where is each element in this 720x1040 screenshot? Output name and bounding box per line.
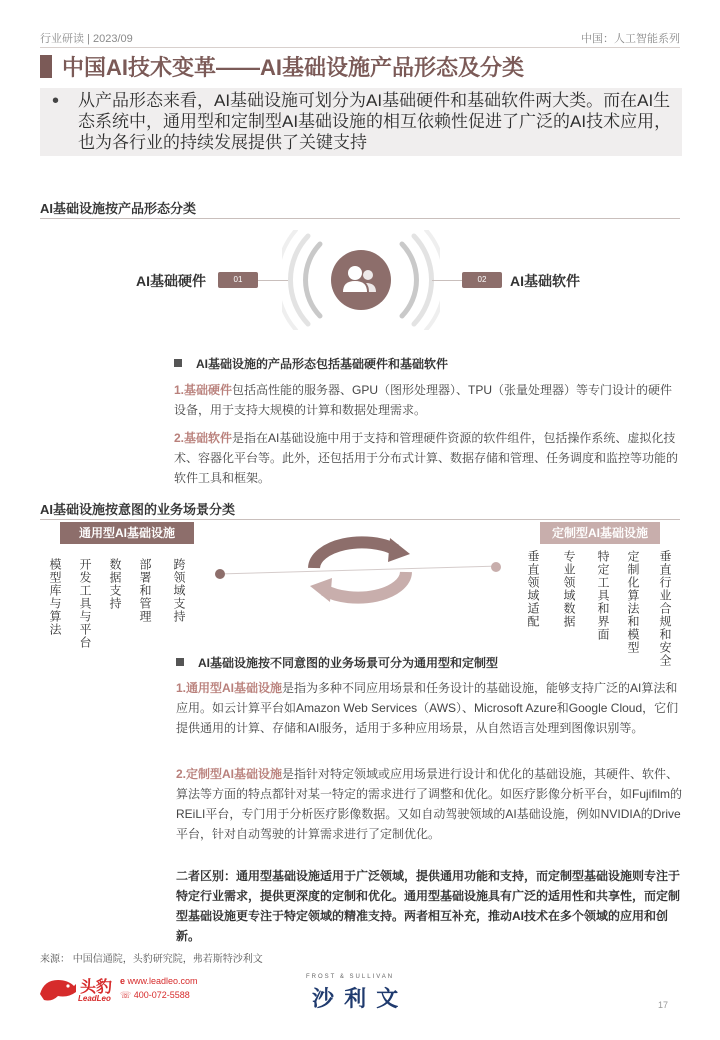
- software-label: AI基础软件: [510, 273, 580, 289]
- general-item-2: 开发工具与平台: [78, 558, 92, 649]
- hardware-number-badge: 01: [218, 272, 258, 288]
- general-infra-paragraph: 1.通用型AI基础设施是指为多种不同应用场景和任务设计的基础设施，能够支持广泛的AI算法和应用。如云计算平台如Amazon Web Services（AWS）、Microsoft Azure和Google Cloud，它们提供通用的计算、存储和AI服务，适用于多种应用场景，从自然语言处理到图像识别等。: [176, 681, 679, 735]
- leadleo-logo: [38, 972, 198, 1012]
- leopard-icon: [38, 974, 78, 1004]
- page-title: 中国AI技术变革——AI基础设施产品形态及分类: [62, 55, 525, 80]
- custom-infra-tag: 定制型AI基础设施: [540, 522, 660, 544]
- general-infra-tag: 通用型AI基础设施: [60, 522, 194, 544]
- product-bullet-heading: AI基础设施的产品形态包括基础硬件和基础软件: [174, 355, 448, 372]
- scene-bullet-heading: AI基础设施按不同意图的业务场景可分为通用型和定制型: [176, 654, 498, 671]
- title-accent-bar: [40, 55, 52, 78]
- page-number: 17: [657, 1000, 668, 1010]
- software-paragraph: 2.基础软件是指在AI基础设施中用于支持和管理硬件资源的软件组件，包括操作系统、虚拟化技术、容器化平台等。此外，还包括用于分布式计算、数据存储和管理、任务调度和监控等功能的软件工具和框架。: [174, 431, 679, 485]
- summary-box: [40, 88, 682, 156]
- center-circle: [331, 250, 391, 310]
- cycle-arrow-top: [388, 538, 410, 562]
- custom-infra-paragraph: 2.定制型AI基础设施是指针对特定领域或应用场景进行设计和优化的基础设施，其硬件、软件、算法等方面的特点都针对某一特定的需求进行了调整和优化。如医疗影像分析平台，如Fujifilm的REiLI平台，专门用于分析医疗影像数据。又如自动驾驶领域的AI基础设施，例如NVIDIA的Drive平台，针对自动驾驶的计算需求进行了定制优化。: [176, 767, 683, 841]
- square-bullet-icon: [174, 359, 182, 367]
- difference-paragraph: 二者区别：通用型基础设施适用于广泛领域，提供通用功能和支持，而定制型基础设施则专注于特定行业需求，提供更深度的定制和优化。通用型基础设施具有广泛的适用性和共享性，而定制型基础设施更专注于特定领域的精准支持。两者相互补充，推动AI技术在多个领域的应用和创新。: [176, 869, 681, 943]
- web-icon: e: [120, 976, 128, 986]
- custom-item-5: 垂直行业合规和安全: [658, 550, 672, 667]
- left-end-dot: [215, 569, 225, 579]
- hardware-label: AI基础硬件: [136, 273, 206, 289]
- custom-item-3: 特定工具和界面: [596, 550, 610, 641]
- cycle-diagram: [210, 530, 510, 610]
- software-connector: [432, 280, 464, 281]
- scene-section-divider: [40, 519, 680, 520]
- report-type: 行业研读 | 2023/09: [40, 33, 133, 45]
- general-item-1: 模型库与算法: [48, 558, 62, 636]
- logo-en-text: LeadLeo: [78, 994, 111, 1003]
- report-series: 中国：人工智能系列: [581, 33, 680, 45]
- product-section-title: AI基础设施按产品形态分类: [40, 201, 197, 216]
- product-section-divider: [40, 218, 680, 219]
- right-end-dot: [491, 562, 501, 572]
- hardware-paragraph: 1.基础硬件包括高性能的服务器、GPU（图形处理器）、TPU（张量处理器）等专门设计的硬件设备，用于支持大规模的计算和数据处理需求。: [174, 383, 673, 417]
- cycle-arrow-bottom: [310, 578, 332, 602]
- custom-item-4: 定制化算法和模型: [626, 550, 640, 654]
- square-bullet-icon: [176, 658, 184, 666]
- phone-number: ☏ 400-072-5588: [120, 990, 190, 1000]
- summary-bullet: •: [52, 90, 60, 112]
- general-item-3: 数据支持: [108, 558, 122, 610]
- partner-cn-logo: 沙 利 文: [312, 986, 401, 1011]
- software-number-badge: 02: [462, 272, 502, 288]
- logo-cn-text: 头豹: [80, 979, 113, 996]
- custom-item-2: 专业领域数据: [562, 550, 576, 628]
- header-divider: [40, 47, 680, 48]
- general-item-5: 跨领域支持: [172, 558, 186, 623]
- website-link[interactable]: e www.leadleo.com: [120, 976, 198, 986]
- source-note: 来源： 中国信通院，头豹研究院，弗若斯特沙利文: [40, 954, 263, 965]
- scene-section-title: AI基础设施按意图的业务场景分类: [40, 502, 236, 517]
- custom-item-1: 垂直领域适配: [526, 550, 540, 628]
- signal-waves-graphic: [282, 230, 440, 330]
- partner-en-text: FROST & SULLIVAN: [306, 974, 395, 980]
- phone-icon: ☏: [120, 990, 134, 1000]
- general-item-4: 部署和管理: [138, 558, 152, 623]
- summary-text: 从产品形态来看，AI基础设施可划分为AI基础硬件和基础软件两大类。而在AI生态系统中，通用型和定制型AI基础设施的相互依赖性促进了广泛的AI技术应用，也为各行业的持续发展提供了关键支持: [78, 91, 672, 152]
